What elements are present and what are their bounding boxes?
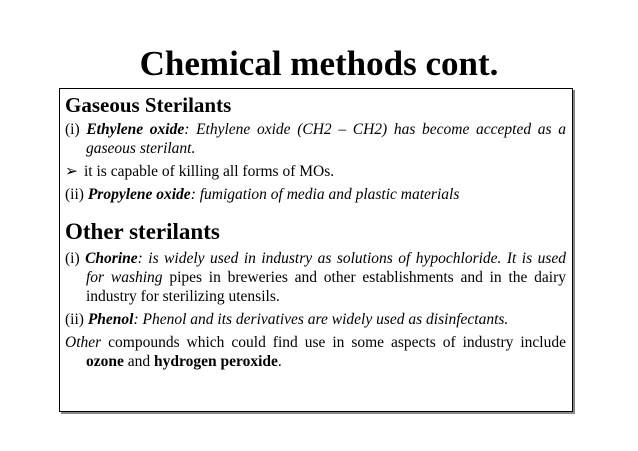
slide-title: Chemical methods cont. <box>139 44 499 83</box>
item-number: (i) <box>65 121 87 138</box>
propylene-oxide-description: : fumigation of media and plastic materials <box>190 186 460 203</box>
item-number: (ii) <box>65 311 88 328</box>
ethylene-oxide-item <box>65 120 566 158</box>
chorine-normal-text: pipes in breweries and other establishments and in the dairy industry for sterilizing utensils. <box>86 269 567 305</box>
period-text: . <box>277 353 282 370</box>
arrow-bullet-icon: ➢ <box>65 163 78 180</box>
hydrogen-peroxide-term: hydrogen peroxide <box>154 353 278 370</box>
other-compounds-text: compounds which could find use in some aspects of industry include <box>101 334 566 351</box>
propylene-oxide-term: Propylene oxide <box>87 186 191 203</box>
phenol-description: : Phenol and its derivatives are widely used as disinfectants. <box>133 311 509 328</box>
other-compounds-item <box>65 333 566 371</box>
chorine-italic-text: : is widely used in industry as solutions of hypochloride. It is used for washing <box>86 250 566 286</box>
other-lead: Other <box>65 334 102 351</box>
chorine-item <box>65 249 566 306</box>
ethylene-oxide-description: : Ethylene oxide (CH2 – CH2) has become accepted as a gaseous sterilant. <box>86 121 566 157</box>
and-text: and <box>123 353 155 370</box>
other-sterilants-heading: Other sterilants <box>65 219 220 244</box>
ethylene-oxide-term: Ethylene oxide <box>86 121 185 138</box>
gaseous-sterilants-heading: Gaseous Sterilants <box>65 93 232 117</box>
bullet-text: it is capable of killing all forms of MOs. <box>84 163 335 180</box>
item-number: (ii) <box>65 186 88 203</box>
item-number: (i) <box>65 250 86 267</box>
ozone-term: ozone <box>86 353 124 370</box>
chorine-term: Chorine <box>85 250 138 267</box>
content-box <box>59 88 573 412</box>
bullet-item <box>65 162 566 181</box>
propylene-oxide-item <box>65 185 566 204</box>
phenol-item <box>65 310 566 329</box>
phenol-term: Phenol <box>87 311 134 328</box>
